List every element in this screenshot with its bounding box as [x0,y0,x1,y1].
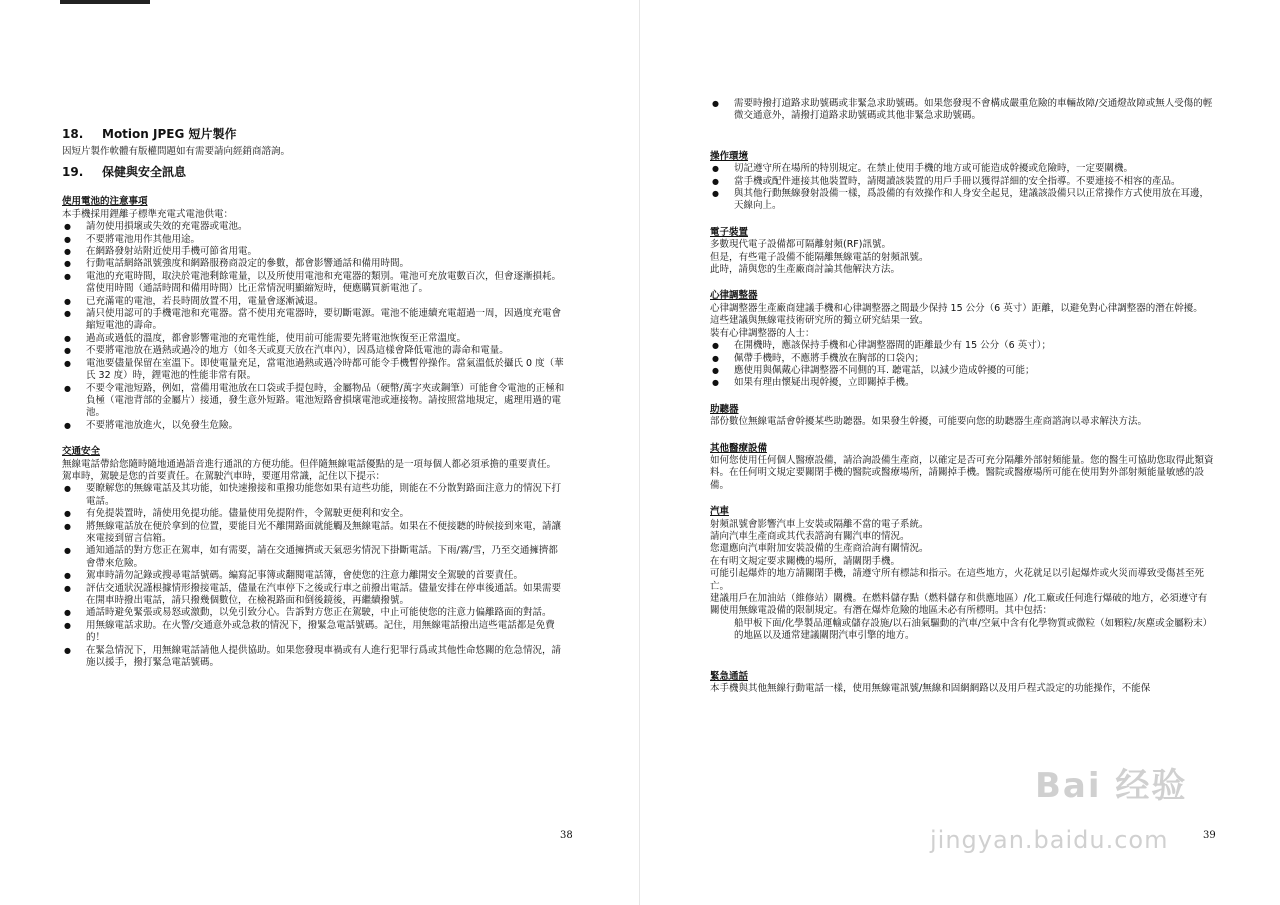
section-number: 19. [62,165,84,180]
traffic-list-item: ● 通話時避免緊張或易怒或激動，以免引致分心。告訴對方您正在駕駛，中止可能使您的注意力偏離路面的對話。 [62,607,567,619]
traffic-list-item: ● 評估交通狀況謹根據情形撥接電話，儘量在汽車停下之後或行車之前撥出電話。儘量安排在停車後通話。如果需要在開車時撥出電話，請只撥幾個數位，在檢視路面和倒後鏡後，再繼續撥號。 [62,583,567,608]
traffic-list-item: ● 用無線電話求助。在火警/交通意外或急救的情況下，撥緊急電話號碼。記住，用無線電話撥出這些電話都是免費的！ [62,620,567,645]
hearing-title: 助聽器 [710,403,739,415]
traffic-list-item: ● 通知通話的對方您正在駕車，如有需要，請在交通擁擠或天氣惡劣情況下掛斷電話。下雨/霧/雪，乃至交通擁擠都會帶來危險。 [62,545,567,570]
pacemaker-para: 這些建議與無線電技術研究所的獨立研究結果一致。 [710,315,929,327]
watermark-logo: Bai 经验 [1035,766,1188,806]
section-18-text: 因短片製作軟體有版權問題如有需要請向經銷商諮詢。 [62,146,291,157]
medical-title: 其他醫療設備 [710,442,768,454]
battery-list-item: ● 不要將電池放進火，以免發生危險。 [62,420,567,432]
scan-edge-mark [60,0,150,4]
vehicle-line: 請向汽車生產商或其代表諮詢有關汽車的情況。 [710,530,910,542]
vehicle-line: 射頻訊號會影響汽車上安裝或隔離不當的電子系統。 [710,518,929,530]
traffic-list-item: ● 將無線電話放在便於拿到的位置，要能目光不離開路面就能觸及無線電話。如果在不便接聽的時候接到來電，請讓來電接到留言信箱。 [62,521,567,546]
emergency-title: 緊急通話 [710,670,749,682]
traffic-para: 無線電話帶給您隨時隨地通過語音進行通訊的方便功能。但伴隨無線電話優點的是一項每個人都必須承擔的重要責任。 [62,458,557,470]
vehicle-line: 可能引起爆炸的地方請關閉手機，請遵守所有標誌和指示。在這些地方，火花就足以引起爆炸或火災而導致受傷甚至死亡。 [710,568,1205,592]
battery-list-item: ● 電池的充電時間，取決於電池剩餘電量，以及所使用電池和充電器的類別。電池可充放電數百次，但會逐漸損耗。當使用時間（通話時間和備用時間）比正常情況明顯縮短時，便應購買新電池了。 [62,271,567,296]
battery-list-item: ● 請勿使用損壞或失效的充電器或電池。 [62,221,567,233]
battery-title: 使用電池的注意事項 [62,196,148,208]
medical-text: 如何您使用任何個人醫療設備，請洽詢設備生產商，以確定是否可充分隔離外部射頻能量。您的醫生可協助您取得此類資料。在任何明文規定要關閉手機的醫院或醫療場所，請關掉手機。醫院或醫療場所可能在使用對外部射頻能量敏感的設備。 [710,454,1214,491]
battery-list-item: ● 不要將電池用作其他用途。 [62,234,567,246]
pacemaker-list-item: ● 如果有理由懷疑出現幹擾，立即關掉手機。 [710,377,1215,389]
vehicle-line: 您還應向汽車附加安裝設備的生產商洽詢有關情況。 [710,543,929,555]
operation-list-item: ● 當手機或配件連接其他裝置時，請閱讀該裝置的用戶手冊以獲得詳細的安全指導。不要連接不相容的產品。 [710,176,1215,188]
section-title: 保健與安全訊息 [102,165,187,180]
pacemaker-list-item: ● 應使用與佩戴心律調整器不同側的耳. 聽電話，以減少造成幹擾的可能； [710,365,1215,377]
operation-list [710,163,1215,213]
right-column [710,98,1215,695]
operation-title: 操作環境 [710,150,749,162]
vehicle-title: 汽車 [710,506,730,518]
traffic-para: 駕車時，駕駛是您的首要責任。在駕駛汽車時，要運用常識，記住以下提示： [62,470,386,482]
battery-list-item: ● 已充滿電的電池，若長時間放置不用，電量會逐漸減退。 [62,296,567,308]
battery-list-item: ● 在網路發射站附近使用手機可節省用電。 [62,246,567,258]
traffic-list-item: ● 在緊急情況下，用無線電話請他人提供協助。如果您發現車禍或有人進行犯罪行爲或其他性命悠關的危急情況，請施以援手，撥打緊急電話號碼。 [62,645,567,670]
section-18-heading [62,126,567,142]
top-list [710,98,1215,123]
pacemaker-list-item: ● 佩帶手機時，不應將手機放在胸部的口袋內； [710,353,1215,365]
electronics-line: 但是，有些電子設備不能隔離無線電話的射頻訊號。 [710,251,929,263]
emergency-text: 本手機與其他無線行動電話一樣，使用無線電訊號/無線和固網網路以及用戶程式設定的功能操作，不能保 [710,683,1151,695]
page-number: 38 [560,830,573,841]
section-number: 18. [62,127,84,141]
battery-list-item: ● 不要令電池短路，例如，當備用電池放在口袋或手提包時，金屬物品（硬幣/萬字夾或鋼筆）可能會令電池的正極和負極（電池背部的金屬片）接通，發生意外短路。電池短路會損壞電池或連接物。請按照當地規定，處理用過的電池。 [62,383,567,420]
vehicle-text [710,519,1215,618]
pacemaker-list [710,340,1215,390]
hearing-text: 部份數位無線電話會幹擾某些助聽器。如果發生幹擾，可能要向您的助聽器生產商諮詢以尋求解決方法。 [710,416,1148,428]
section-title: Motion JPEG 短片製作 [102,127,237,141]
pacemaker-para: 心律調整器生產廠商建議手機和心律調整器之間最少保持 15 公分（6 英寸）距離，以避免對心律調整器的潛在幹擾。 [710,302,1203,314]
battery-list-item: ● 行動電話網絡訊號強度和網路服務商設定的參數，都會影響通話和備用時間。 [62,258,567,270]
battery-intro: 本手機採用鋰離子標準充電式電池供電： [62,208,234,220]
pacemaker-title: 心律調整器 [710,290,758,302]
electronics-text [710,239,1215,276]
left-column [62,126,567,669]
battery-list-item: ● 不要將電池放在過熱或過冷的地方（如冬天或夏天放在汽車內），因爲這樣會降低電池的壽命和電量。 [62,345,567,357]
traffic-list [62,483,567,669]
pacemaker-para: 裝有心律調整器的人士： [710,327,815,339]
top-list-item: ● 需要時撥打道路求助號碼或非緊急求助號碼。如果您發現不會構成嚴重危險的車輛故障/交通燈故障或無人受傷的輕微交通意外，請撥打道路求助號碼或其他非緊急求助號碼。 [710,98,1215,123]
battery-list-item: ● 電池要儘量保留在室溫下。即使電量充足，當電池過熱或過冷時都可能令手機暫停操作。當氣溫低於攝氏 0 度（華氏 32 度）時，鋰電池的性能非常有限。 [62,358,567,383]
watermark-url: jingyan.baidu.com [930,826,1169,854]
traffic-list-item: ● 要瞭解您的無線電話及其功能，如快速撥接和重撥功能您如果有這些功能，則能在不分散對路面注意力的情況下打電話。 [62,483,567,508]
vehicle-line: 建議用戶在加油站（維修站）關機。在燃料儲存點（燃料儲存和供應地區）/化工廠或任何進行爆破的地方，必須遵守有關使用無線電設備的限制規定。有潛在爆炸危險的地區未必有所標明。其中包括： [710,593,1208,617]
page-number: 39 [1203,830,1216,841]
vehicle-line: 在有明文規定要求關機的場所，請關閉手機。 [710,555,901,567]
traffic-list-item: ● 駕車時請勿記錄或搜尋電話號碼。編寫記事簿或翻閱電話簿，會使您的注意力離開安全駕駛的首要責任。 [62,570,567,582]
operation-list-item: ● 切記遵守所在場所的特別規定。在禁止使用手機的地方或可能造成幹擾或危險時，一定要關機。 [710,163,1215,175]
electronics-line: 此時，請與您的生產廠商討論其他解決方法。 [710,264,901,276]
battery-list-item: ● 過高或過低的溫度，都會影響電池的充電性能，使用前可能需要先將電池恢復至正常溫度。 [62,333,567,345]
electronics-line: 多數現代電子設備都可隔離射頻(RF)訊號。 [710,239,891,251]
section-19-heading [62,164,567,180]
section-18 [62,126,567,158]
battery-list-item: ● 請只使用認可的手機電池和充電器。當不使用充電器時，要切斷電源。電池不能連續充電超過一周，因過度充電會縮短電池的壽命。 [62,308,567,333]
battery-list [62,221,567,432]
electronics-title: 電子裝置 [710,226,749,238]
vehicle-indent-text: 船甲板下面/化學製品運輸或儲存設施/以石油氣驅動的汽車/空氣中含有化學物質或微粒（如顆粒/灰塵或金屬粉末）的地區以及通常建議關閉汽車引擎的地方。 [734,617,1213,642]
pacemaker-list-item: ● 在開機時，應該保持手機和心律調整器間的距離最少有 15 公分（6 英寸）； [710,340,1215,352]
traffic-list-item: ● 有免提裝置時，請使用免提功能。儘量使用免提附件，令駕駛更便利和安全。 [62,508,567,520]
traffic-title: 交通安全 [62,446,101,458]
operation-list-item: ● 與其他行動無線發射設備一樣，爲設備的有效操作和人身安全起見，建議該設備只以正常操作方式使用放在耳邊，天線向上。 [710,188,1215,213]
